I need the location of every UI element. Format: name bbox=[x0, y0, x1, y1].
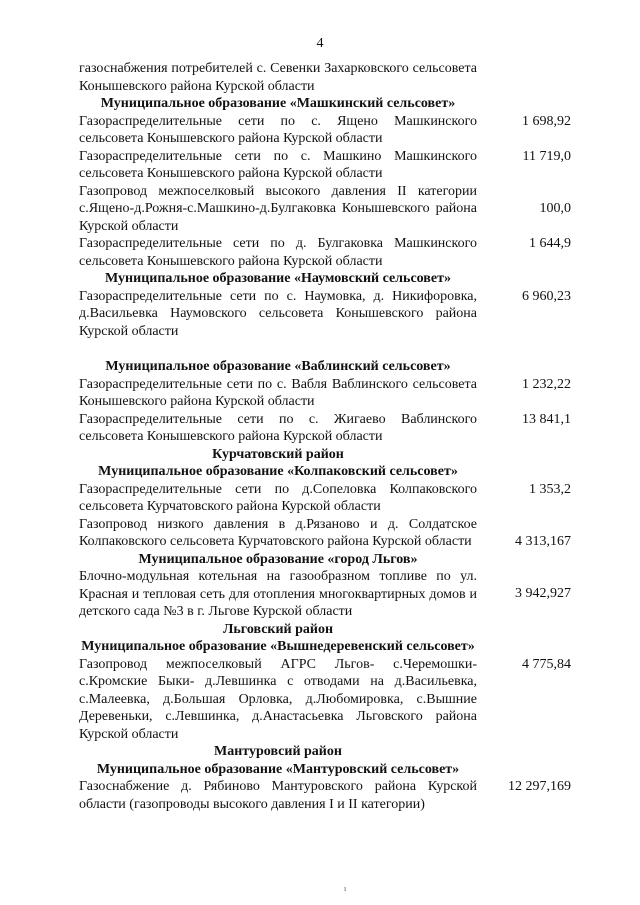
item-amount: 4 313,167 bbox=[515, 533, 571, 549]
item-amount: 12 297,169 bbox=[508, 779, 571, 794]
line-item bbox=[79, 411, 579, 446]
item-amount: 1 644,9 bbox=[529, 236, 571, 251]
section-heading: Муниципальное образование «Машкинский сельсовет» bbox=[100, 96, 456, 111]
document-body bbox=[79, 60, 579, 813]
section-heading: Муниципальное образование «Вышнедеревенский сельсовет» bbox=[81, 639, 475, 654]
line-item bbox=[79, 376, 579, 411]
line-item bbox=[79, 288, 579, 341]
item-description: газоснабжения потребителей с. Севенки Захарковского сельсовета Конышевского района Курской области bbox=[79, 61, 477, 94]
line-item bbox=[79, 481, 579, 516]
item-amount: 1 353,2 bbox=[529, 481, 571, 497]
item-description: Газопровод межпоселковый АГРС Льгов- с.Черемошки-с.Кромские Быки- д.Левшинка с отводами на д.Васильевка, с.Малеевка, д.Большая Орловка, д.Любомировка, с.Вышние Деревеньки, с.Левшинка, д.Анастасьевка Льговского района Курской области bbox=[79, 656, 477, 742]
page-number: 4 bbox=[316, 36, 324, 51]
line-item bbox=[79, 113, 579, 148]
scan-mark: ı bbox=[344, 884, 347, 893]
item-amount: 100,0 bbox=[539, 200, 571, 216]
item-description: Газораспределительные сети по с. Жигаево Ваблинского сельсовета Конышевского района Курской области bbox=[79, 411, 477, 444]
item-description: Газораспределительные сети по с. Машкино Машкинского сельсовета Конышевского района Курской области bbox=[79, 148, 477, 181]
item-description: Газоснабжение д. Рябиново Мантуровского района Курской области (газопроводы высокого давления I и II категории) bbox=[79, 779, 477, 812]
line-item bbox=[79, 778, 579, 813]
section-heading: Муниципальное образование «Колпаковский сельсовет» bbox=[98, 464, 458, 479]
line-item bbox=[79, 568, 579, 621]
line-item bbox=[79, 235, 579, 270]
item-description: Газопровод межпоселковый высокого давления II категории с.Ящено-д.Рожня-с.Машкино-д.Булгаковка Конышевского района Курской области bbox=[79, 183, 477, 234]
line-item bbox=[79, 60, 579, 95]
section-heading: Муниципальное образование «город Льгов» bbox=[138, 551, 418, 567]
item-description: Газораспределительные сети по с. Вабля Ваблинского сельсовета Конышевского района Курской области bbox=[79, 376, 477, 409]
item-description: Газораспределительные сети по д. Булгаковка Машкинского сельсовета Конышевского района Курской области bbox=[79, 236, 477, 269]
line-item bbox=[79, 148, 579, 183]
item-description: Газопровод низкого давления в д.Рязаново и д. Солдатское Колпаковского сельсовета Курчатовского района Курской области bbox=[79, 516, 477, 549]
item-amount: 11 719,0 bbox=[522, 148, 571, 164]
section-heading: Курчатовский район bbox=[212, 446, 344, 462]
item-amount: 6 960,23 bbox=[522, 288, 571, 304]
item-description: Газораспределительные сети по с. Ящено Машкинского сельсовета Конышевского района Курской области bbox=[79, 113, 477, 146]
item-amount: 3 942,927 bbox=[515, 586, 571, 601]
section-heading: Льговский район bbox=[222, 621, 334, 637]
item-amount: 4 775,84 bbox=[522, 656, 571, 672]
section-heading: Муниципальное образование «Мантуровский сельсовет» bbox=[96, 761, 460, 777]
section-heading: Мантуровсий район bbox=[214, 744, 342, 759]
item-description: Газораспределительные сети по с. Наумовка, д. Никифоровка, д.Васильевка Наумовского сельсовета Конышевского района Курской области bbox=[79, 288, 477, 339]
item-amount: 13 841,1 bbox=[522, 411, 571, 427]
item-description: Газораспределительные сети по д.Сопеловка Колпаковского сельсовета Курчатовского района Курской области bbox=[79, 481, 477, 514]
item-amount: 1 232,22 bbox=[522, 376, 571, 392]
line-item bbox=[79, 516, 579, 551]
section-heading: Муниципальное образование «Наумовский сельсовет» bbox=[105, 271, 451, 286]
section-spacer bbox=[79, 340, 579, 358]
section-heading: Муниципальное образование «Ваблинский сельсовет» bbox=[105, 359, 451, 374]
item-description: Блочно-модульная котельная на газообразном топливе по ул. Красная и тепловая сеть для отопления многоквартирных домов и детского сада №3 в г. Льгове Курской области bbox=[79, 569, 477, 619]
item-amount: 1 698,92 bbox=[522, 113, 571, 129]
line-item bbox=[79, 183, 579, 236]
line-item bbox=[79, 656, 579, 744]
